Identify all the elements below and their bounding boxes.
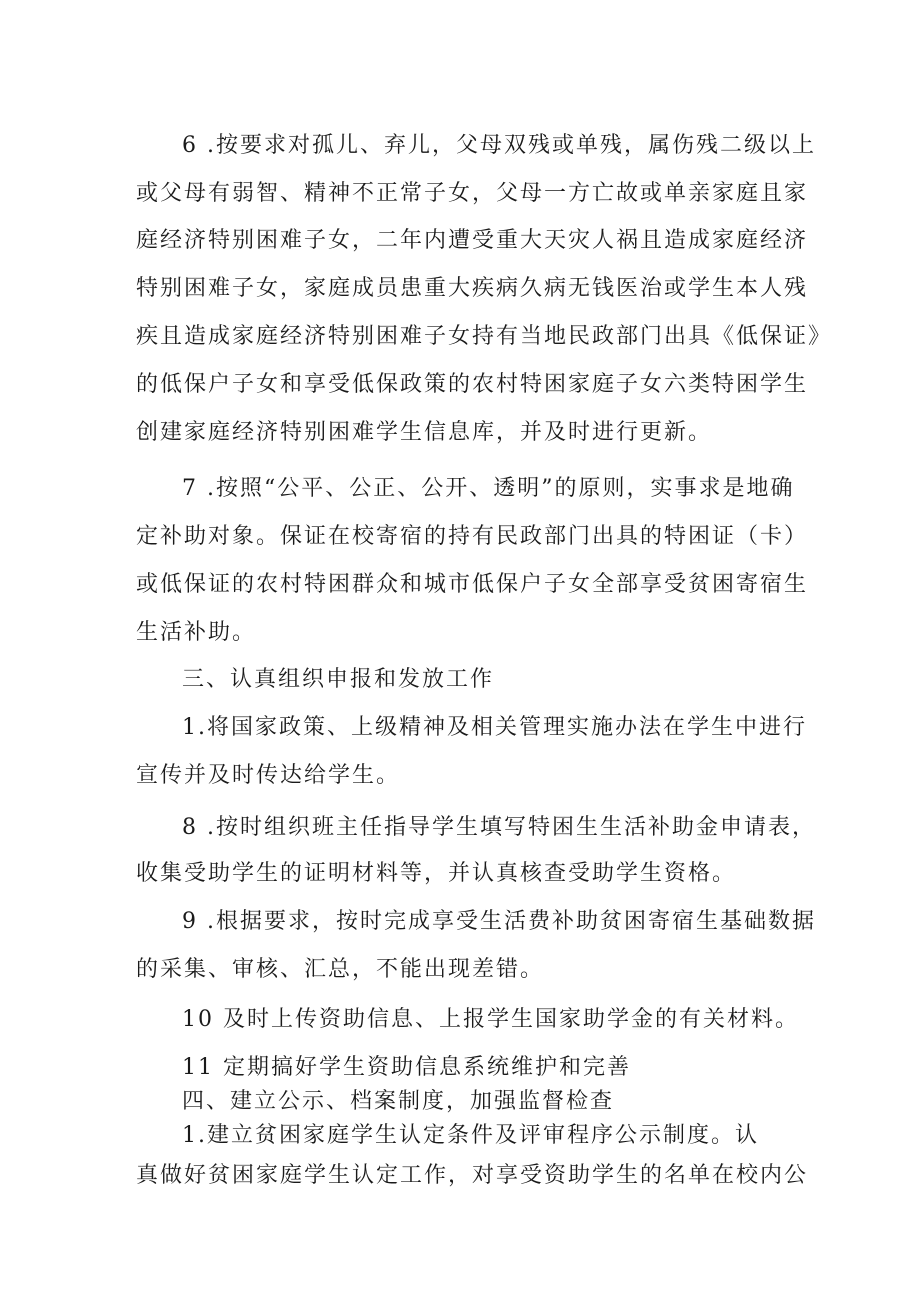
item-6-line-7: 创建家庭经济特别困难学生信息库，并及时进行更新。 <box>136 420 713 445</box>
item-9-line-2: 的采集、审核、汇总，不能出现差错。 <box>136 957 545 982</box>
section-4-item-1-line-1: 1.建立贫困家庭学生认定条件及评审程序公示制度。认 <box>182 1123 759 1148</box>
item-7-line-3: 或低保证的农村特困群众和城市低保户子女全部享受贫困寄宿生 <box>136 572 809 597</box>
item-6-line-1: 6 .按要求对孤儿、弃儿，父母双残或单残，属伤残二级以上 <box>182 133 816 158</box>
item-11-line: 11 定期搞好学生资助信息系统维护和完善 <box>182 1055 631 1080</box>
item-7-line-2: 定补助对象。保证在校寄宿的持有民政部门出具的特困证（卡） <box>136 524 809 549</box>
item-6-line-6: 的低保户子女和享受低保政策的农村特困家庭子女六类特困学生 <box>136 372 809 397</box>
item-6-line-2: 或父母有弱智、精神不正常子女，父母一方亡故或单亲家庭且家 <box>136 181 809 206</box>
item-8-line-2: 收集受助学生的证明材料等，并认真核查受助学生资格。 <box>136 861 737 886</box>
item-9-line-1: 9 .根据要求，按时完成享受生活费补助贫困寄宿生基础数据 <box>182 909 816 934</box>
item-6-line-4: 特别困难子女，家庭成员患重大疾病久病无钱医治或学生本人残 <box>136 276 809 301</box>
section-4-item-1-line-2: 真做好贫困家庭学生认定工作，对享受资助学生的名单在校内公 <box>136 1163 809 1188</box>
item-7-line-4: 生活补助。 <box>136 620 257 645</box>
section-4-heading: 四、建立公示、档案制度，加强监督检查 <box>182 1089 615 1114</box>
item-6-line-5: 疾且造成家庭经济特别困难子女持有当地民政部门出具《低保证》 <box>136 324 833 349</box>
section-3-heading: 三、认真组织申报和发放工作 <box>182 667 495 692</box>
item-8-line-1: 8 .按时组织班主任指导学生填写特困生生活补助金申请表， <box>182 815 816 840</box>
item-7-line-1: 7 .按照“公平、公正、公开、透明”的原则，实事求是地确 <box>182 476 795 501</box>
item-1-line-2: 宣传并及时传达给学生。 <box>136 763 401 788</box>
item-6-line-3: 庭经济特别困难子女，二年内遭受重大天灾人祸且造成家庭经济 <box>136 228 809 253</box>
item-10-line: 10 及时上传资助信息、上报学生国家助学金的有关材料。 <box>182 1007 799 1032</box>
item-1-line-1: 1.将国家政策、上级精神及相关管理实施办法在学生中进行 <box>182 715 807 740</box>
